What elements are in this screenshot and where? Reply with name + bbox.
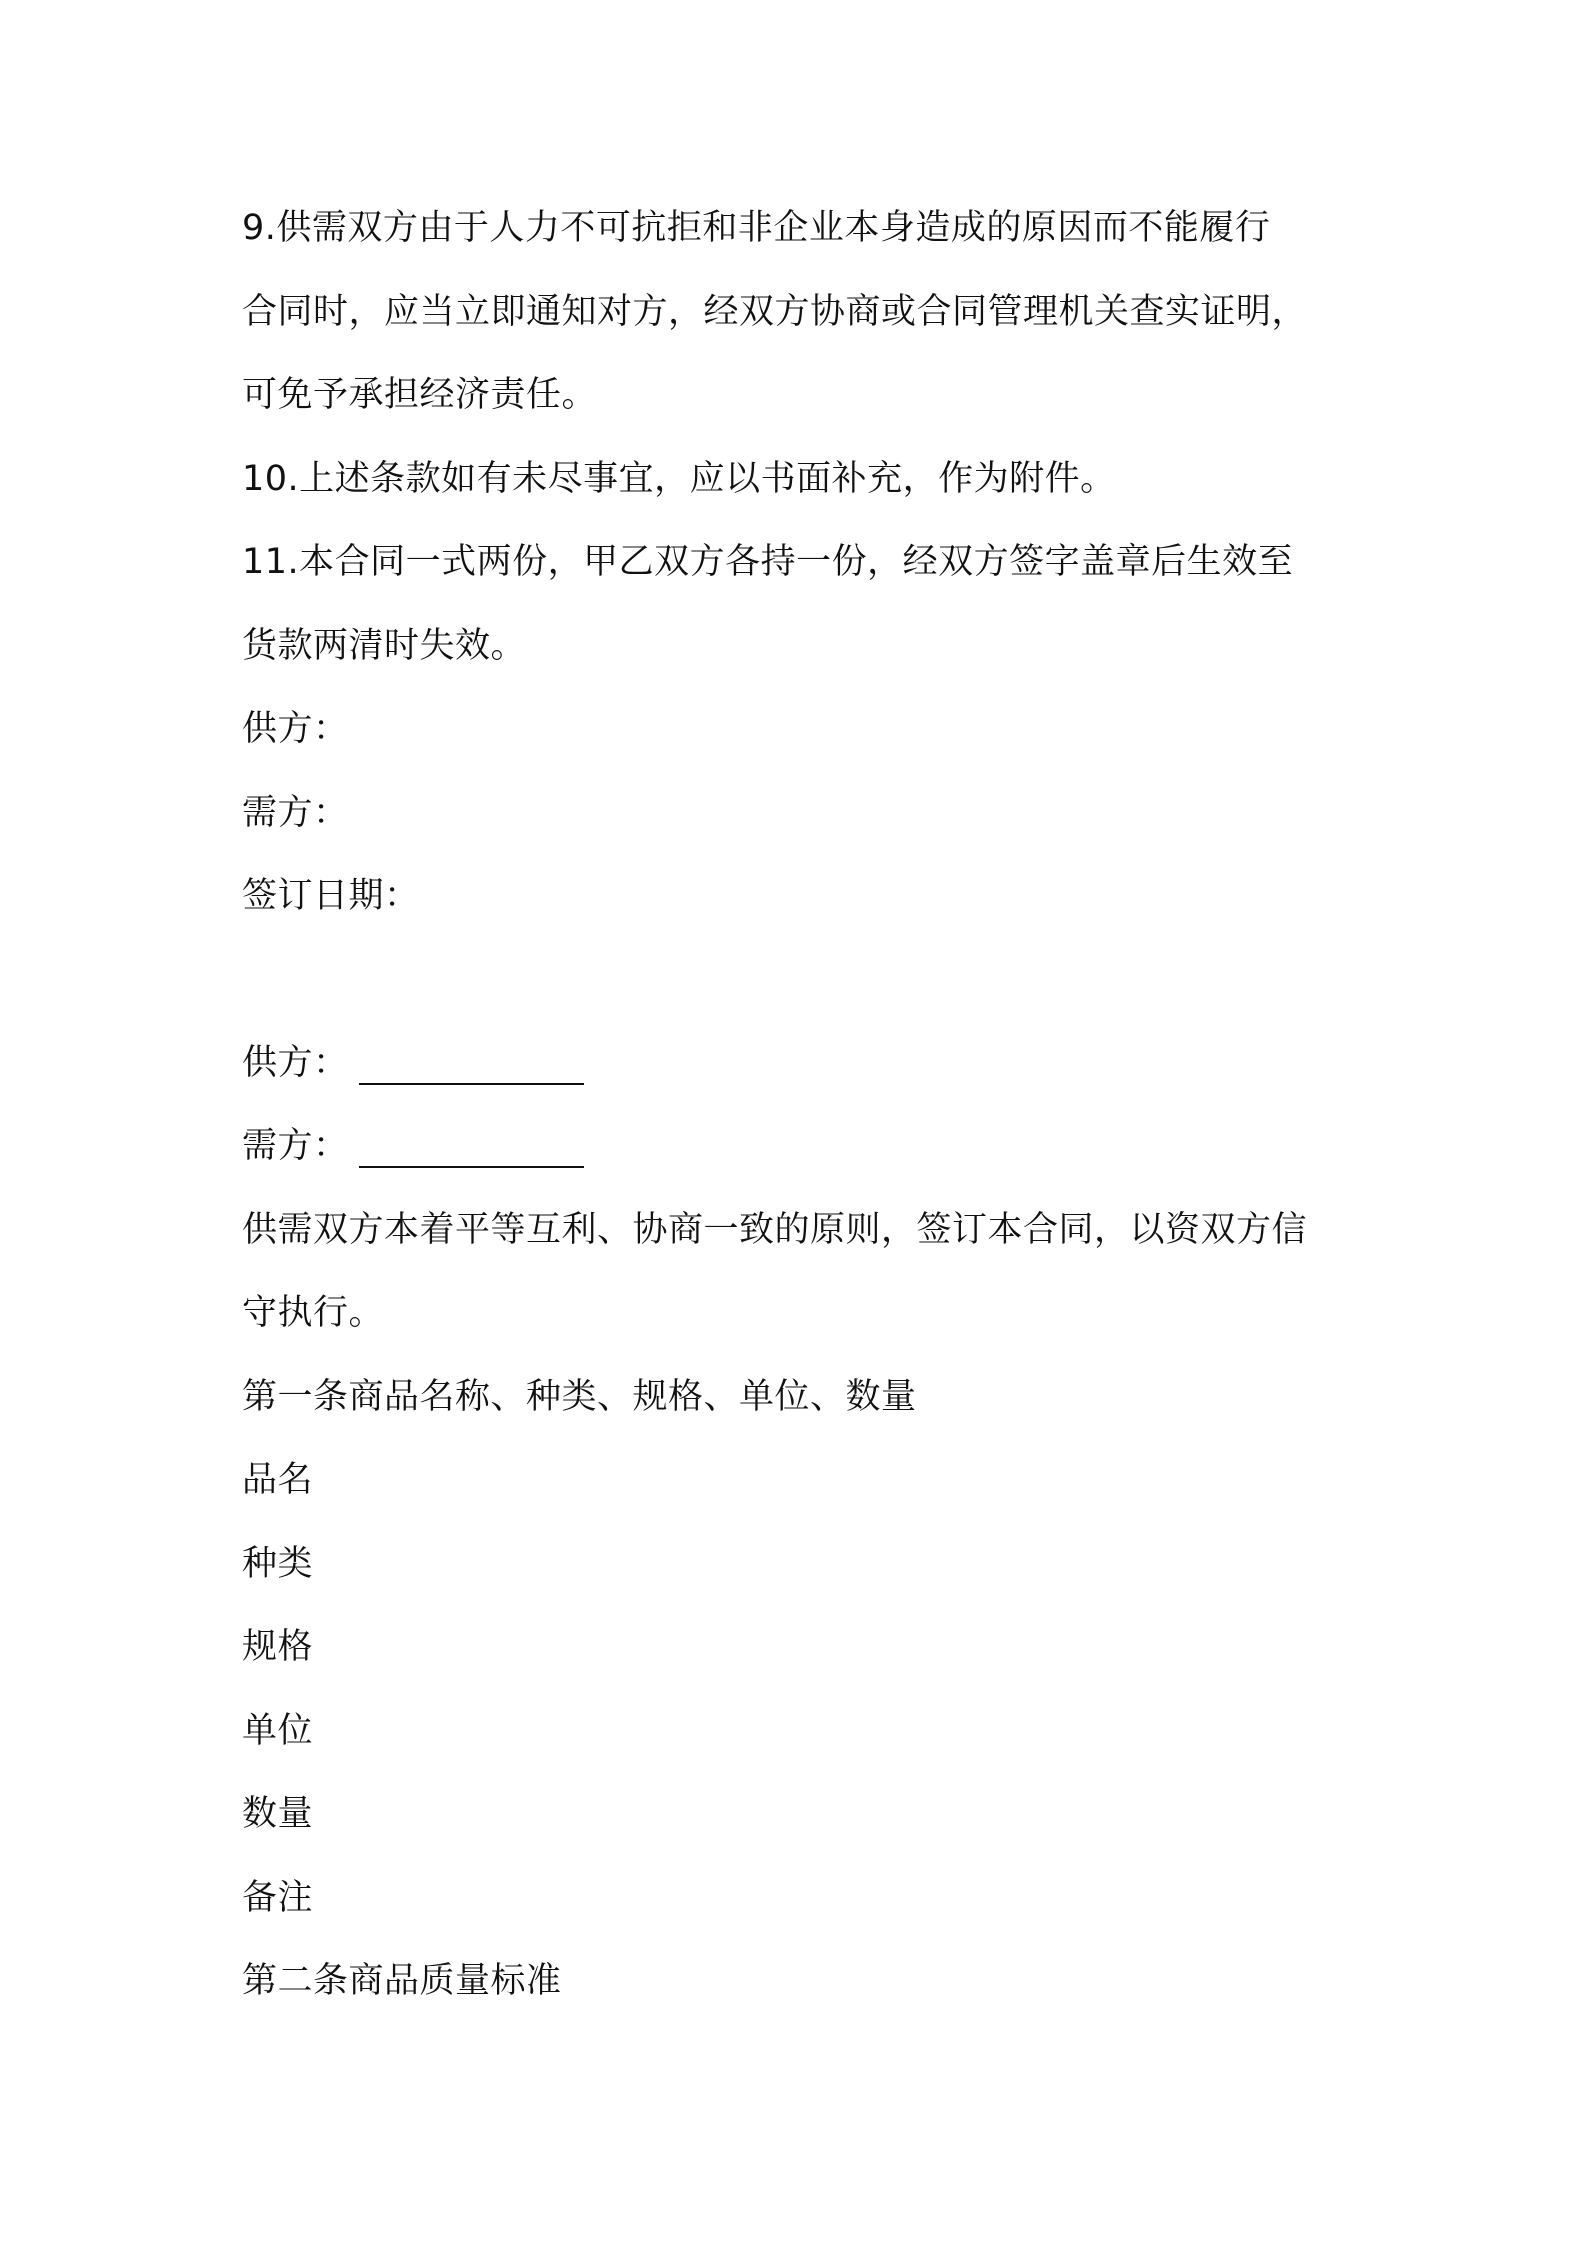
article-1-heading: 第一条商品名称、种类、规格、单位、数量 bbox=[242, 1377, 917, 1417]
buyer-signature-label: 需方： bbox=[242, 1126, 349, 1166]
signing-date-label: 签订日期： bbox=[242, 876, 420, 916]
item-unit-label: 单位 bbox=[242, 1711, 314, 1751]
supplier-signature-blank[interactable] bbox=[359, 1047, 584, 1085]
item-qty-label: 数量 bbox=[242, 1794, 314, 1834]
clause-11-line-2: 货款两清时失效。 bbox=[242, 626, 527, 666]
buyer-label: 需方： bbox=[242, 793, 349, 833]
supplier-signature-label: 供方： bbox=[242, 1043, 349, 1083]
item-name-label: 品名 bbox=[242, 1460, 314, 1500]
supplier-signature-row bbox=[242, 1041, 584, 1085]
intro-line-1: 供需双方本着平等互利、协商一致的原则，签订本合同，以资双方信 bbox=[242, 1210, 1308, 1250]
item-kind-label: 种类 bbox=[242, 1544, 314, 1584]
clause-11-line-1: 11.本合同一式两份，甲乙双方各持一份，经双方签字盖章后生效至 bbox=[242, 542, 1294, 582]
buyer-signature-blank[interactable] bbox=[359, 1130, 584, 1168]
supplier-label: 供方： bbox=[242, 709, 349, 749]
item-remark-label: 备注 bbox=[242, 1878, 314, 1918]
clause-9-line-3: 可免予承担经济责任。 bbox=[242, 375, 598, 415]
article-2-heading: 第二条商品质量标准 bbox=[242, 1961, 562, 2001]
clause-9-line-1: 9.供需双方由于人力不可抗拒和非企业本身造成的原因而不能履行 bbox=[242, 208, 1271, 248]
clause-10: 10.上述条款如有未尽事宜，应以书面补充，作为附件。 bbox=[242, 459, 1116, 499]
item-spec-label: 规格 bbox=[242, 1627, 314, 1667]
buyer-signature-row bbox=[242, 1124, 584, 1168]
intro-line-2: 守执行。 bbox=[242, 1293, 385, 1333]
clause-9-line-2: 合同时，应当立即通知对方，经双方协商或合同管理机关查实证明， bbox=[242, 292, 1308, 332]
